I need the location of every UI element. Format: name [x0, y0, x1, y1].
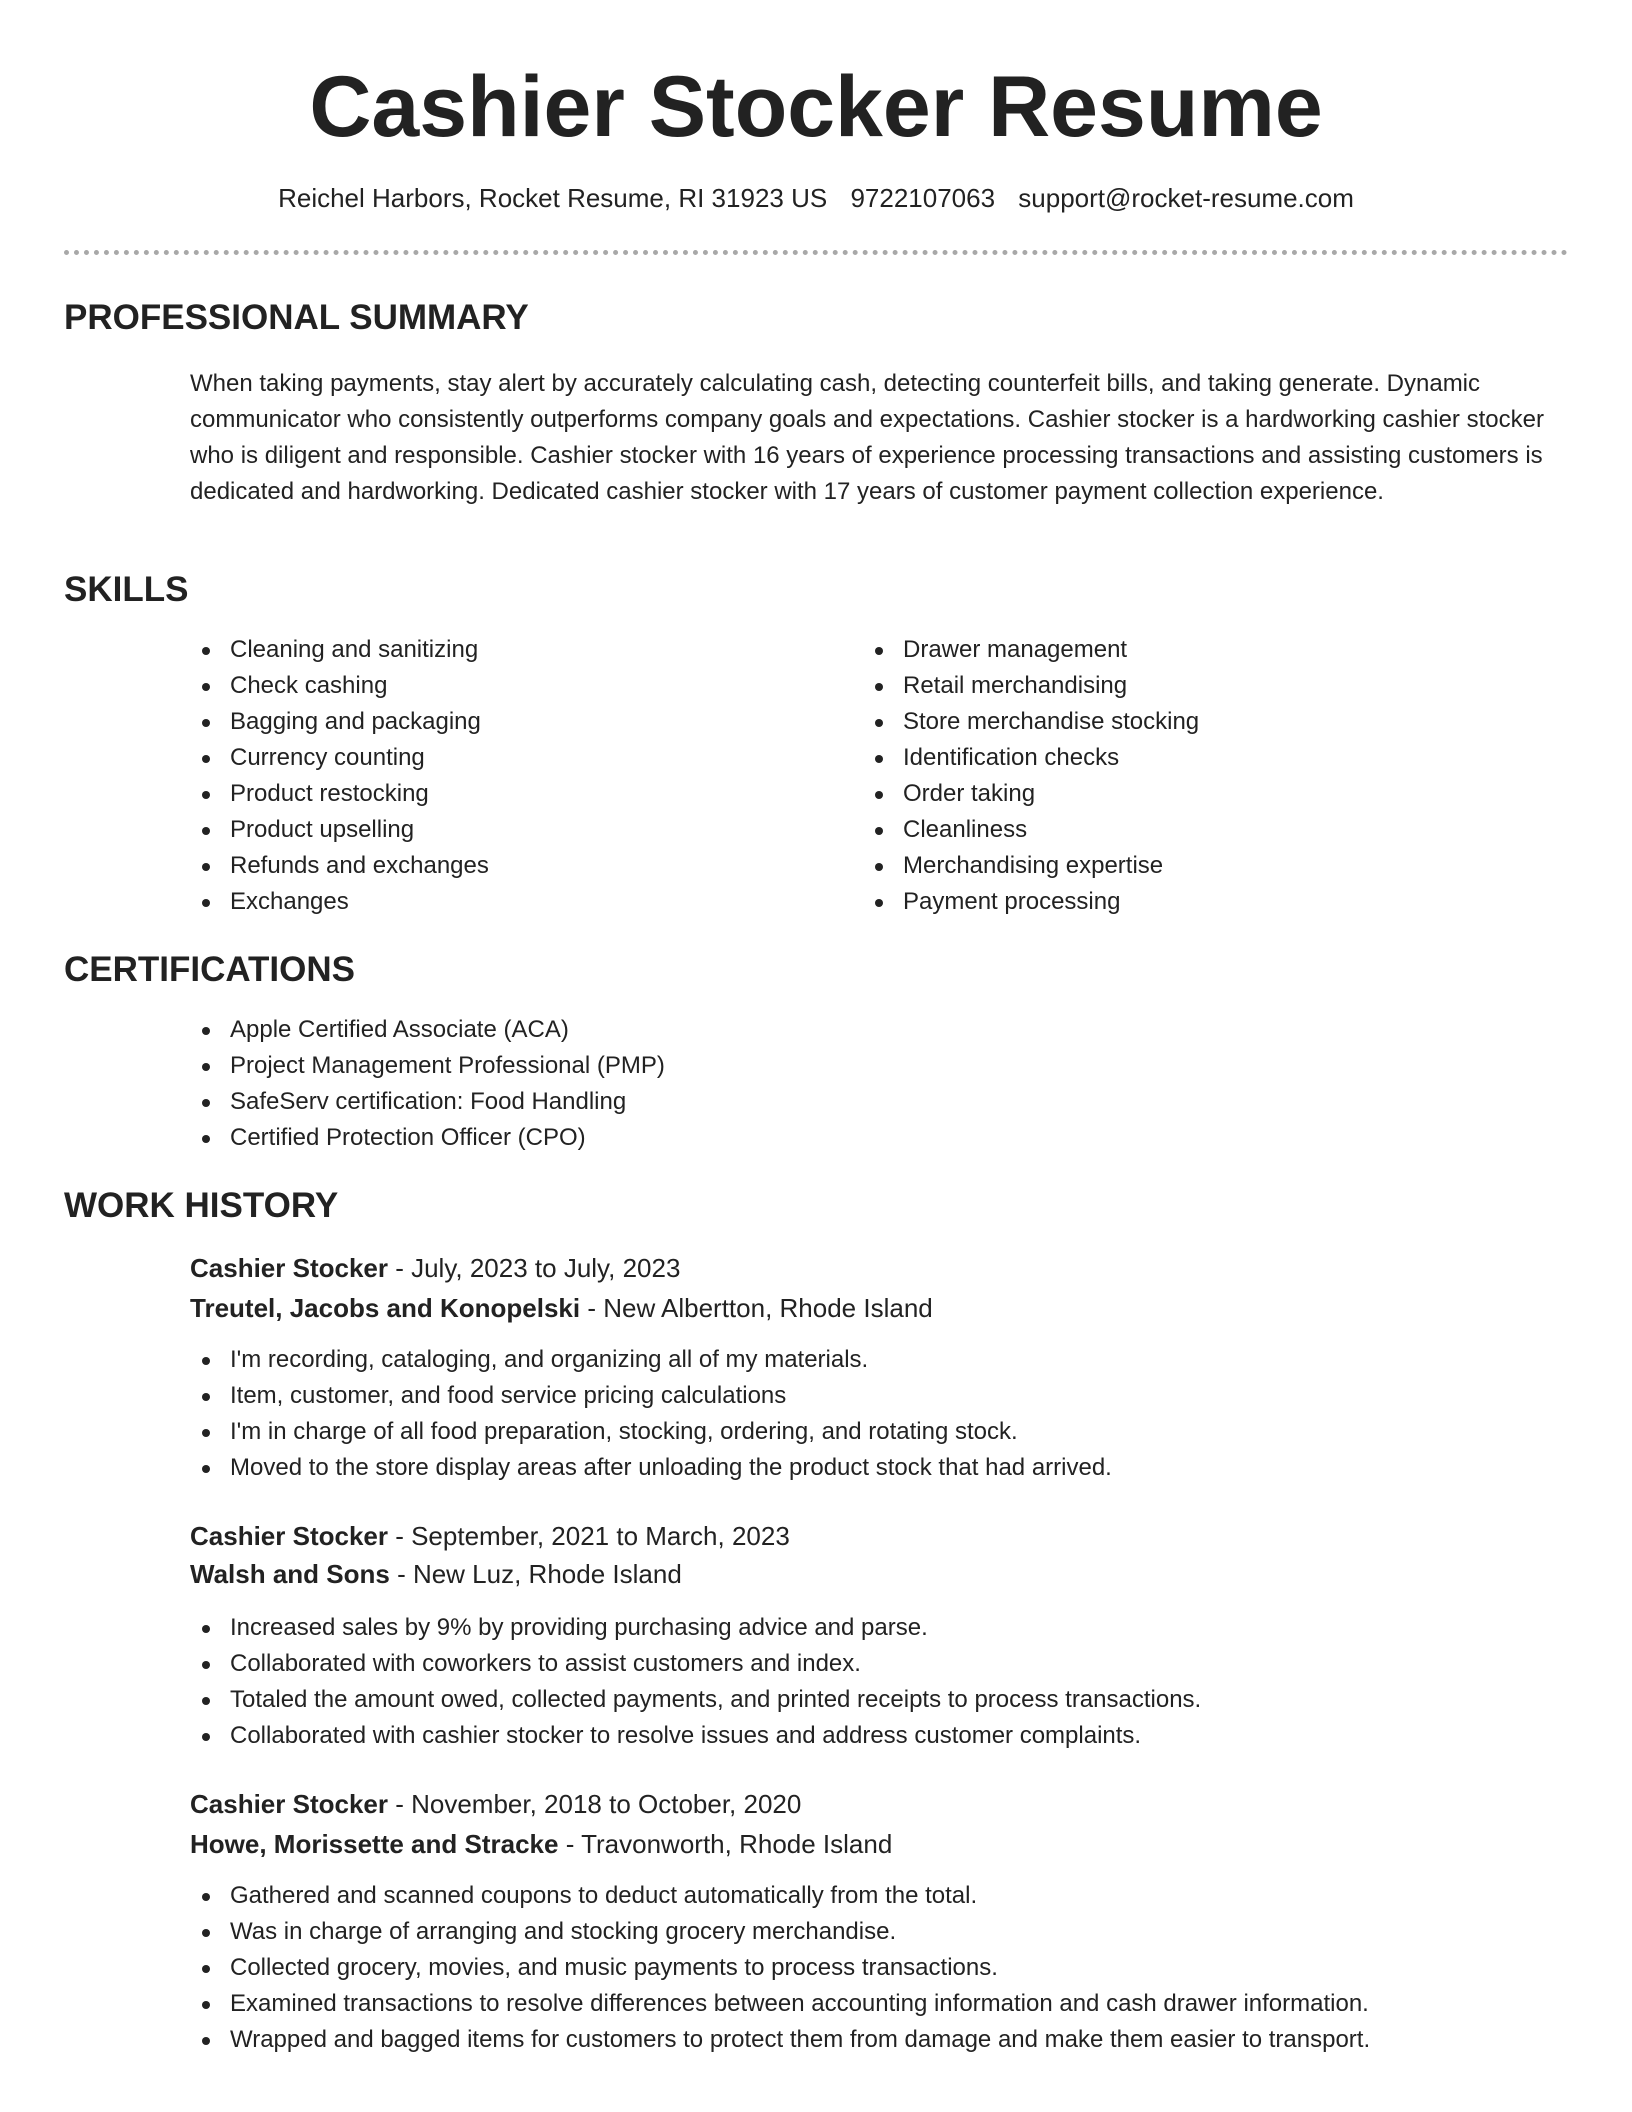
job-bullet: Totaled the amount owed, collected payments, and printed receipts to process transactions. [186, 1682, 1201, 1718]
job-company: Howe, Morissette and Stracke [190, 1829, 559, 1859]
skill-item: Exchanges [186, 884, 489, 920]
contact-phone: 9722107063 [850, 183, 996, 213]
job-dates: - July, 2023 to July, 2023 [387, 1253, 681, 1283]
job-bullet: I'm in charge of all food preparation, stocking, ordering, and rotating stock. [186, 1414, 1112, 1450]
job-bullet: Collaborated with coworkers to assist customers and index. [186, 1646, 1201, 1682]
skill-item: Order taking [859, 776, 1199, 812]
job-company: Treutel, Jacobs and Konopelski [190, 1293, 581, 1323]
contact-email: support@rocket-resume.com [1018, 183, 1354, 213]
job-bullet: Wrapped and bagged items for customers to protect them from damage and make them easier to transport. [186, 2022, 1370, 2058]
skill-item: Check cashing [186, 668, 489, 704]
skill-item: Store merchandise stocking [859, 704, 1199, 740]
job-bullet: Increased sales by 9% by providing purchasing advice and parse. [186, 1610, 1201, 1646]
skill-item: Identification checks [859, 740, 1199, 776]
job-bullet: Collected grocery, movies, and music payments to process transactions. [186, 1950, 1370, 1986]
skill-item: Retail merchandising [859, 668, 1199, 704]
skill-item: Cleaning and sanitizing [186, 632, 489, 668]
certification-item: SafeServ certification: Food Handling [186, 1084, 665, 1120]
job-bullets [186, 1610, 1201, 1754]
skill-item: Refunds and exchanges [186, 848, 489, 884]
job-bullet: Gathered and scanned coupons to deduct automatically from the total. [186, 1878, 1370, 1914]
skill-item: Cleanliness [859, 812, 1199, 848]
job-bullet: Examined transactions to resolve differences between accounting information and cash drawer information. [186, 1986, 1370, 2022]
job-dates: - November, 2018 to October, 2020 [387, 1789, 802, 1819]
skill-item: Bagging and packaging [186, 704, 489, 740]
certification-item: Project Management Professional (PMP) [186, 1048, 665, 1084]
job-bullet: Collaborated with cashier stocker to resolve issues and address customer complaints. [186, 1718, 1201, 1754]
certification-item: Apple Certified Associate (ACA) [186, 1012, 665, 1048]
skills-list-left [186, 632, 489, 920]
job-company: Walsh and Sons [190, 1559, 390, 1589]
job-bullet: I'm recording, cataloging, and organizing all of my materials. [186, 1342, 1112, 1378]
header-divider [64, 250, 1568, 255]
summary-text: When taking payments, stay alert by accurately calculating cash, detecting counterfeit bills, and taking generate. Dynamic communicator who consistently outperforms company goals and expectations. Cashier stocker is a hardworking cashier stocker who is diligent and responsible. Cashier stocker with 16 years of experience processing transactions and assisting customers is dedicated and hardworking. Dedicated cashier stocker with 17 years of customer payment collection experience. [190, 370, 1544, 505]
job-location: - New Luz, Rhode Island [389, 1559, 682, 1589]
certifications-heading: CERTIFICATIONS [64, 950, 356, 989]
job-dates: - September, 2021 to March, 2023 [387, 1521, 790, 1551]
skill-item: Product upselling [186, 812, 489, 848]
job-bullets [186, 1878, 1370, 2058]
skill-item: Payment processing [859, 884, 1199, 920]
skill-item: Merchandising expertise [859, 848, 1199, 884]
contact-line [0, 180, 1632, 216]
skill-item: Currency counting [186, 740, 489, 776]
skills-list-right [859, 632, 1199, 920]
job-title: Cashier Stocker [190, 1253, 388, 1283]
job-title: Cashier Stocker [190, 1789, 388, 1819]
job-bullet: Item, customer, and food service pricing calculations [186, 1378, 1112, 1414]
job-company-line [190, 1556, 682, 1592]
skill-item: Drawer management [859, 632, 1199, 668]
job-location: - New Albertton, Rhode Island [580, 1293, 933, 1323]
job-bullet: Was in charge of arranging and stocking grocery merchandise. [186, 1914, 1370, 1950]
skill-item: Product restocking [186, 776, 489, 812]
job-location: - Travonworth, Rhode Island [558, 1829, 893, 1859]
job-title-line [190, 1250, 680, 1286]
summary-heading: PROFESSIONAL SUMMARY [64, 298, 529, 337]
job-company-line [190, 1826, 892, 1862]
contact-address: Reichel Harbors, Rocket Resume, RI 31923 US [278, 183, 828, 213]
certification-item: Certified Protection Officer (CPO) [186, 1120, 665, 1156]
job-bullets [186, 1342, 1112, 1486]
job-title-line [190, 1518, 790, 1554]
certifications-list [186, 1012, 665, 1156]
job-title: Cashier Stocker [190, 1521, 388, 1551]
job-company-line [190, 1290, 933, 1326]
resume-title: Cashier Stocker Resume [309, 59, 1323, 155]
work-history-heading: WORK HISTORY [64, 1186, 339, 1225]
skills-heading: SKILLS [64, 570, 189, 609]
job-bullet: Moved to the store display areas after unloading the product stock that had arrived. [186, 1450, 1112, 1486]
job-title-line [190, 1786, 801, 1822]
